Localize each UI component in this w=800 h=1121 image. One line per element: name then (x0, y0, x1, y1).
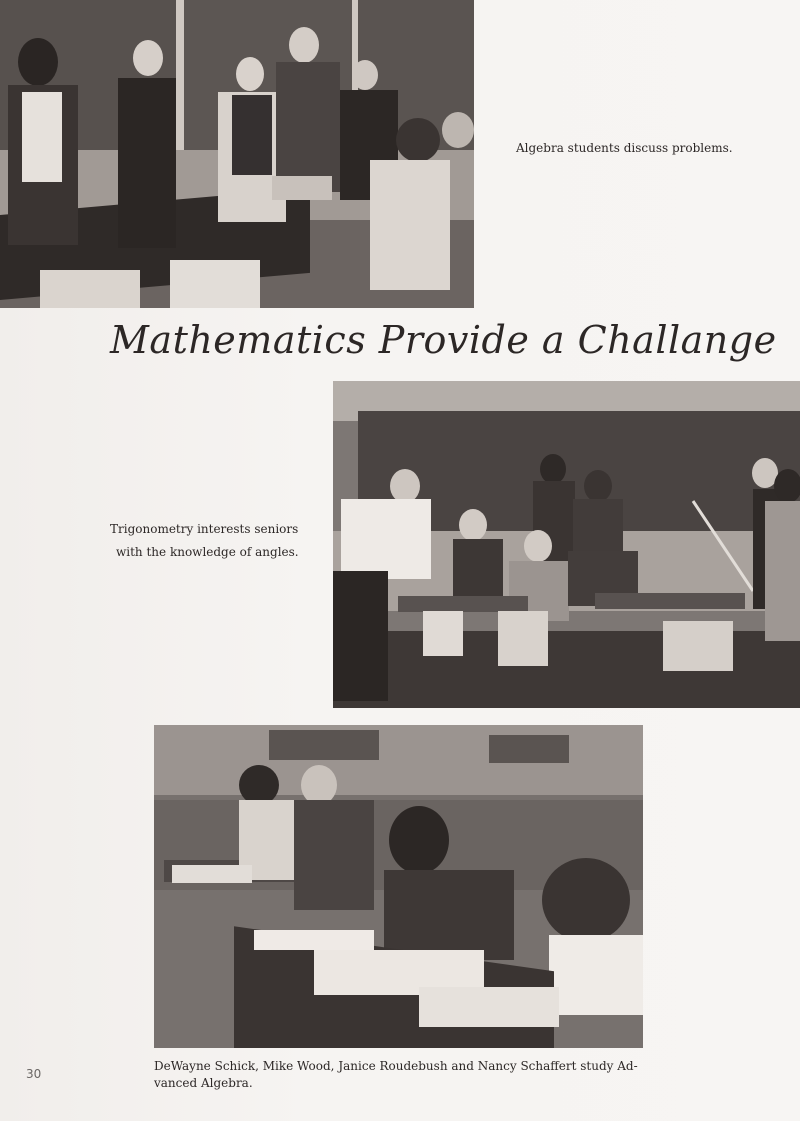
advanced-algebra-photo (154, 725, 643, 1048)
trigonometry-caption-line-1: Trigonometry interests seniors (110, 522, 299, 536)
trigonometry-class-photo (333, 381, 800, 708)
advanced-algebra-caption-line-2: vanced Algebra. (154, 1076, 253, 1090)
trigonometry-caption (110, 518, 310, 564)
page-title: Mathematics Provide a Challange (110, 318, 777, 362)
algebra-caption: Algebra students discuss problems. (516, 141, 733, 155)
algebra-students-photo (0, 0, 474, 308)
advanced-algebra-caption-line-1: DeWayne Schick, Mike Wood, Janice Roudebush and Nancy Schaffert study Ad- (154, 1059, 638, 1073)
advanced-algebra-caption (154, 1058, 650, 1092)
page-number: 30 (26, 1067, 42, 1081)
trigonometry-caption-line-2: with the knowledge of angles. (116, 545, 299, 559)
